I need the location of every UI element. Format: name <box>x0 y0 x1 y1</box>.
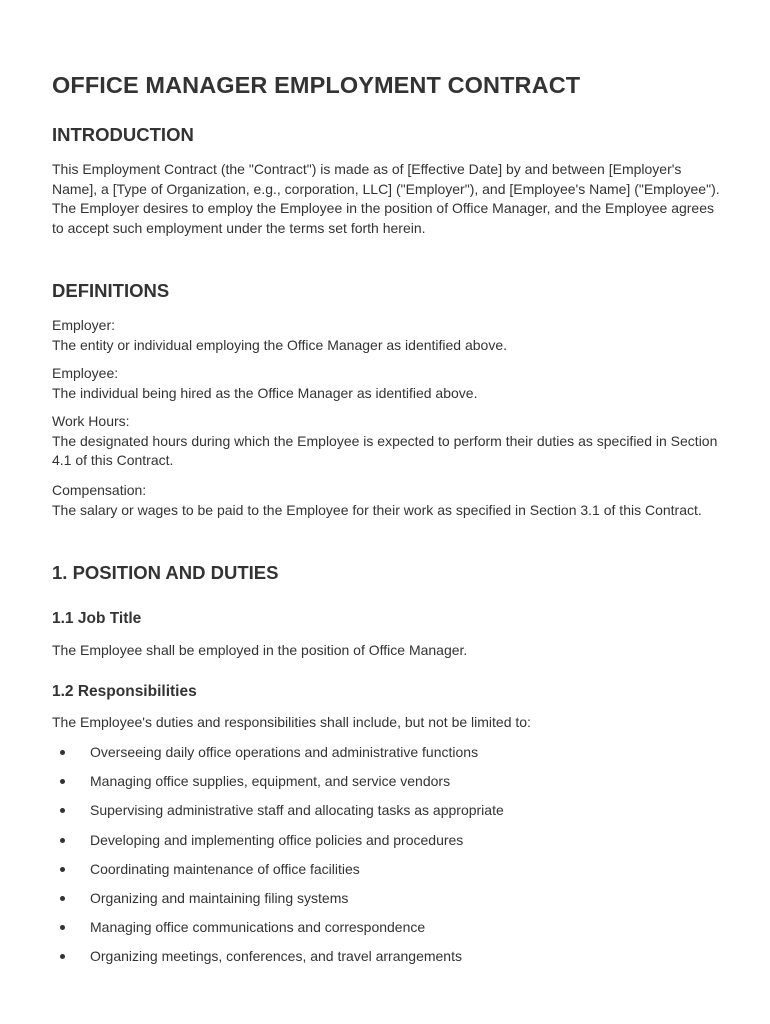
list-item <box>52 830 724 859</box>
definition-description: The entity or individual employing the Office Manager as identified above. <box>52 336 508 353</box>
introduction-heading: INTRODUCTION <box>52 124 194 145</box>
definition-work-hours <box>52 412 724 471</box>
list-item-text: Overseeing daily office operations and administrative functions <box>90 744 479 760</box>
list-item <box>52 946 724 975</box>
list-item-text: Organizing meetings, conferences, and travel arrangements <box>90 948 462 965</box>
definition-term: Employer: <box>52 317 116 333</box>
responsibilities-heading: 1.2 Responsibilities <box>52 683 197 700</box>
definition-term: Work Hours: <box>52 413 130 429</box>
job-title-paragraph: The Employee shall be employed in the position of Office Manager. <box>52 642 468 658</box>
definition-compensation <box>52 481 724 520</box>
list-item <box>52 800 724 829</box>
bullet-icon <box>60 867 65 872</box>
definition-employee <box>52 364 724 403</box>
list-item <box>52 917 724 946</box>
bullet-icon <box>60 838 65 843</box>
list-item-text: Managing office communications and correspondence <box>90 919 426 936</box>
definition-description: The individual being hired as the Office Manager as identified above. <box>52 384 478 401</box>
list-item-text: Organizing and maintaining filing systems <box>90 889 349 906</box>
list-item <box>52 859 724 888</box>
section-1-heading: 1. POSITION AND DUTIES <box>52 562 279 583</box>
definition-term: Employee: <box>52 365 119 381</box>
bullet-icon <box>60 750 65 755</box>
responsibilities-intro: The Employee's duties and responsibilities shall include, but not be limited to: <box>52 714 531 730</box>
bullet-icon <box>60 808 65 813</box>
job-title-heading: 1.1 Job Title <box>52 610 142 627</box>
list-item <box>52 888 724 917</box>
list-item <box>52 742 724 771</box>
list-item-text: Managing office supplies, equipment, and service vendors <box>90 773 451 790</box>
definitions-heading: DEFINITIONS <box>52 280 170 301</box>
definition-term: Compensation: <box>52 482 147 498</box>
list-item-text: Coordinating maintenance of office facilities <box>90 860 360 877</box>
definition-description: The designated hours during which the Employee is expected to perform their duties as specified in Section 4.1 of this Contract. <box>52 432 718 468</box>
bullet-icon <box>60 896 65 901</box>
list-item-text: Developing and implementing office policies and procedures <box>90 831 464 848</box>
introduction-paragraph: This Employment Contract (the "Contract") is made as of [Effective Date] by and between [Employer's Name], a [Type of Organization, e.g., corporation, LLC] ("Employer"), and [Employee's Name] ("Employee"). The Employer desires to employ the Employee in the position of Office Manager, and the Employee agrees to accept such employment under the terms set forth herein. <box>52 161 720 236</box>
bullet-icon <box>60 779 65 784</box>
list-item <box>52 771 724 800</box>
bullet-icon <box>60 925 65 930</box>
definition-employer <box>52 316 724 355</box>
document-title: OFFICE MANAGER EMPLOYMENT CONTRACT <box>52 72 581 98</box>
bullet-icon <box>60 954 65 959</box>
definition-description: The salary or wages to be paid to the Employee for their work as specified in Section 3.1 of this Contract. <box>52 501 702 518</box>
list-item-text: Supervising administrative staff and allocating tasks as appropriate <box>90 802 504 819</box>
responsibilities-list <box>52 742 724 976</box>
